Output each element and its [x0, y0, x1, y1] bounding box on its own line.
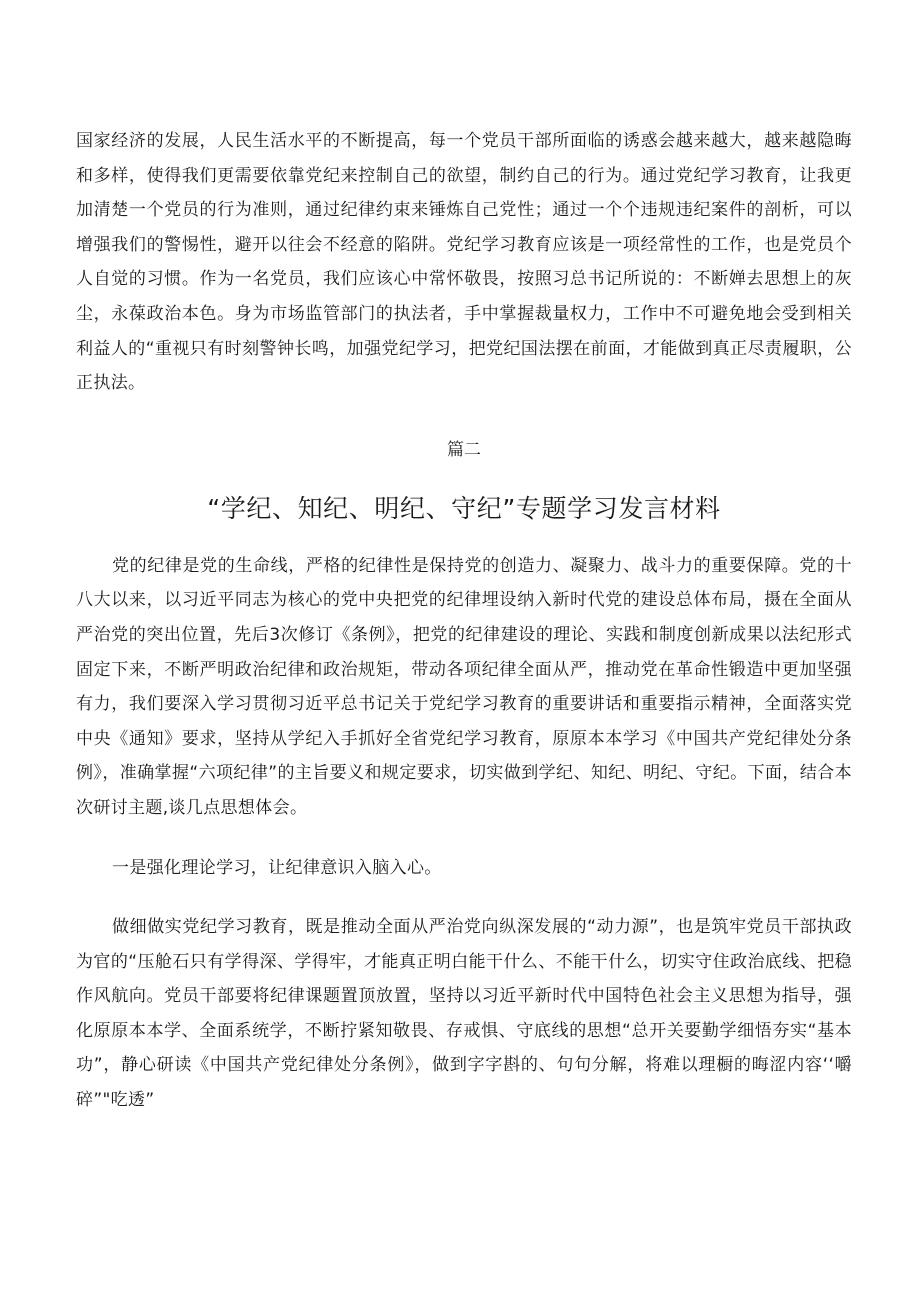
- body-paragraph-2: 一是强化理论学习，让纪律意识入脑入心。: [112, 857, 442, 878]
- document-page: [76, 124, 852, 1118]
- body-paragraph-1: 党的纪律是党的生命线，严格的纪律性是保持党的创造力、凝聚力、战斗力的重要保障。党的十八大以来，以习近平同志为核心的党中央把党的纪律埋设纳入新时代党的建设总体布局，摄在全面从严治党的突出位置，先后3次修订《条例》，把党的纪律建设的理论、实践和制度创新成果以法纪形式固定下来，不断严明政治纪律和政治规矩，带动各项纪律全面从严，推动党在革命性锻造中更加坚强有力，我们要深入学习贯彻习近平总书记关于党纪学习教育的重要讲话和重要指示精神，全面落实党中央《通知》要求，坚持从学纪入手抓好全省党纪学习教育，原原本本学习《中国共产党纪律处分条例》，准确掌握“六项纪律”的主旨要义和规定要求，切实做到学纪、知纪、明纪、守纪。下面，结合本次研讨主题,谈几点思想体会。: [76, 555, 852, 818]
- body-paragraph-3: 做细做实党纪学习教育，既是推动全面从严治党向纵深发展的“动力源”，也是筑牢党员干部执政为官的“压舱石只有学得深、学得牢，才能真正明白能干什么、不能干什么，切实守住政治底线、把稳作风航向。党员干部要将纪律课题置顶放置，坚持以习近平新时代中国特色社会主义思想为指导，强化原原本本学、全面系统学，不断拧紧知敬畏、存戒惧、守底线的思想“总开关要勤学细悟夯实“基本功”，静心研读《中国共产党纪律处分条例》，做到字字斟的、句句分解，将难以理橱的晦涩内容‘‘嚼碎”"吃透”: [76, 917, 852, 1111]
- document-title: “学纪、知纪、明纪、守纪”专题学习发言材料: [207, 493, 721, 523]
- section-label: 篇二: [447, 439, 481, 460]
- intro-paragraph: 国家经济的发展，人民生活水平的不断提高，每一个党员干部所面临的诱惑会越来越大，越来越隐晦和多样，使得我们更需要依靠党纪来控制自己的欲望，制约自己的行为。通过党纪学习教育，让我更加清楚一个党员的行为准则，通过纪律约束来锤炼自己党性；通过一个个违规违纪案件的剖析，可以增强我们的警惕性，避开以往会不经意的陷阱。党纪学习教育应该是一项经常性的工作，也是党员个人自觉的习惯。作为一名党员，我们应该心中常怀敬畏，按照习总书记所说的：不断婵去思想上的灰尘，永葆政治本色。身为市场监管部门的执法者，手中掌握裁量权力，工作中不可避免地会受到相关利益人的“重视只有时刻警钟长鸣，加强党纪学习，把党纪国法摆在前面，才能做到真正尽责履职，公正执法。: [76, 131, 852, 394]
